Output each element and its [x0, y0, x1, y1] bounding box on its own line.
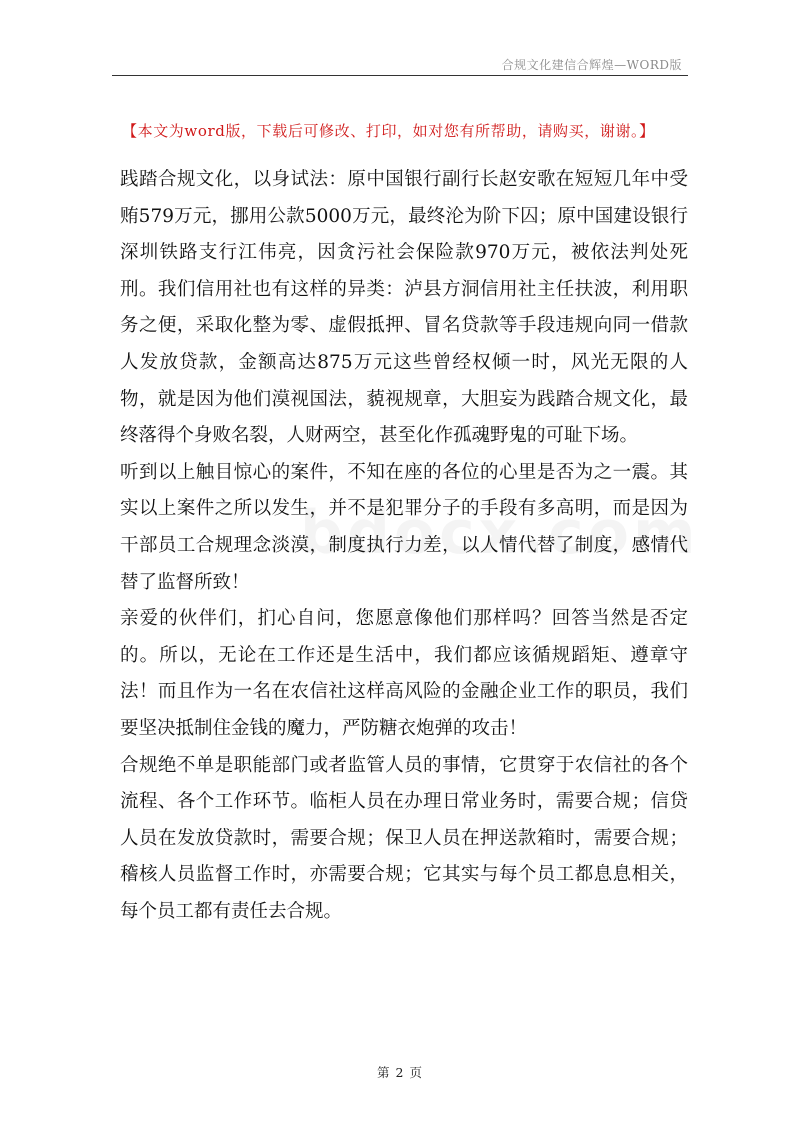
header-title: 合规文化建信合辉煌—WORD版 — [501, 58, 682, 72]
paragraph-3: 亲爱的伙伴们，扪心自问，您愿意像他们那样吗？回答当然是否定的。所以，无论在工作还是生活中，我们都应该循规蹈矩、遵章守法！而且作为一名在农信社这样高风险的金融企业工作的职员，我们要坚决抵制住金钱的魔力，严防糖衣炮弹的攻击！ — [120, 608, 688, 739]
purchase-notice: 【本文为word版，下载后可修改、打印，如对您有所帮助，请购买，谢谢。】 — [122, 122, 655, 140]
paragraph-4: 合规绝不单是职能部门或者监管人员的事情，它贯穿于农信社的各个流程、各个工作环节。临柜人员在办理日常业务时，需要合规；信贷人员在发放贷款时，需要合规；保卫人员在押送款箱时，需要合规；稽核人员监督工作时，亦需要合规；它其实与每个员工都息息相关，每个员工都有责任去合规。 — [120, 754, 688, 922]
document-body — [120, 162, 688, 930]
page-number: 第 2 页 — [377, 1065, 423, 1080]
header-rule — [112, 75, 688, 76]
paragraph-1: 践踏合规文化，以身试法：原中国银行副行长赵安歌在短短几年中受贿579万元，挪用公款5000万元，最终沦为阶下囚；原中国建设银行深圳铁路支行江伟亮，因贪污社会保险款970万元，被依法判处死刑。我们信用社也有这样的异类：泸县方洞信用社主任扶波，利用职务之便，采取化整为零、虚假抵押、冒名贷款等手段违规向同一借款人发放贷款，金额高达875万元这些曾经权倾一时，风光无限的人物，就是因为他们漠视国法，藐视规章，大胆妄为践踏合规文化，最终落得个身败名裂，人财两空，甚至化作孤魂野鬼的可耻下场。 — [120, 169, 688, 447]
paragraph-2: 听到以上触目惊心的案件，不知在座的各位的心里是否为之一震。其实以上案件之所以发生，并不是犯罪分子的手段有多高明，而是因为干部员工合规理念淡漠，制度执行力差，以人情代替了制度，感情代替了监督所致！ — [120, 461, 688, 593]
